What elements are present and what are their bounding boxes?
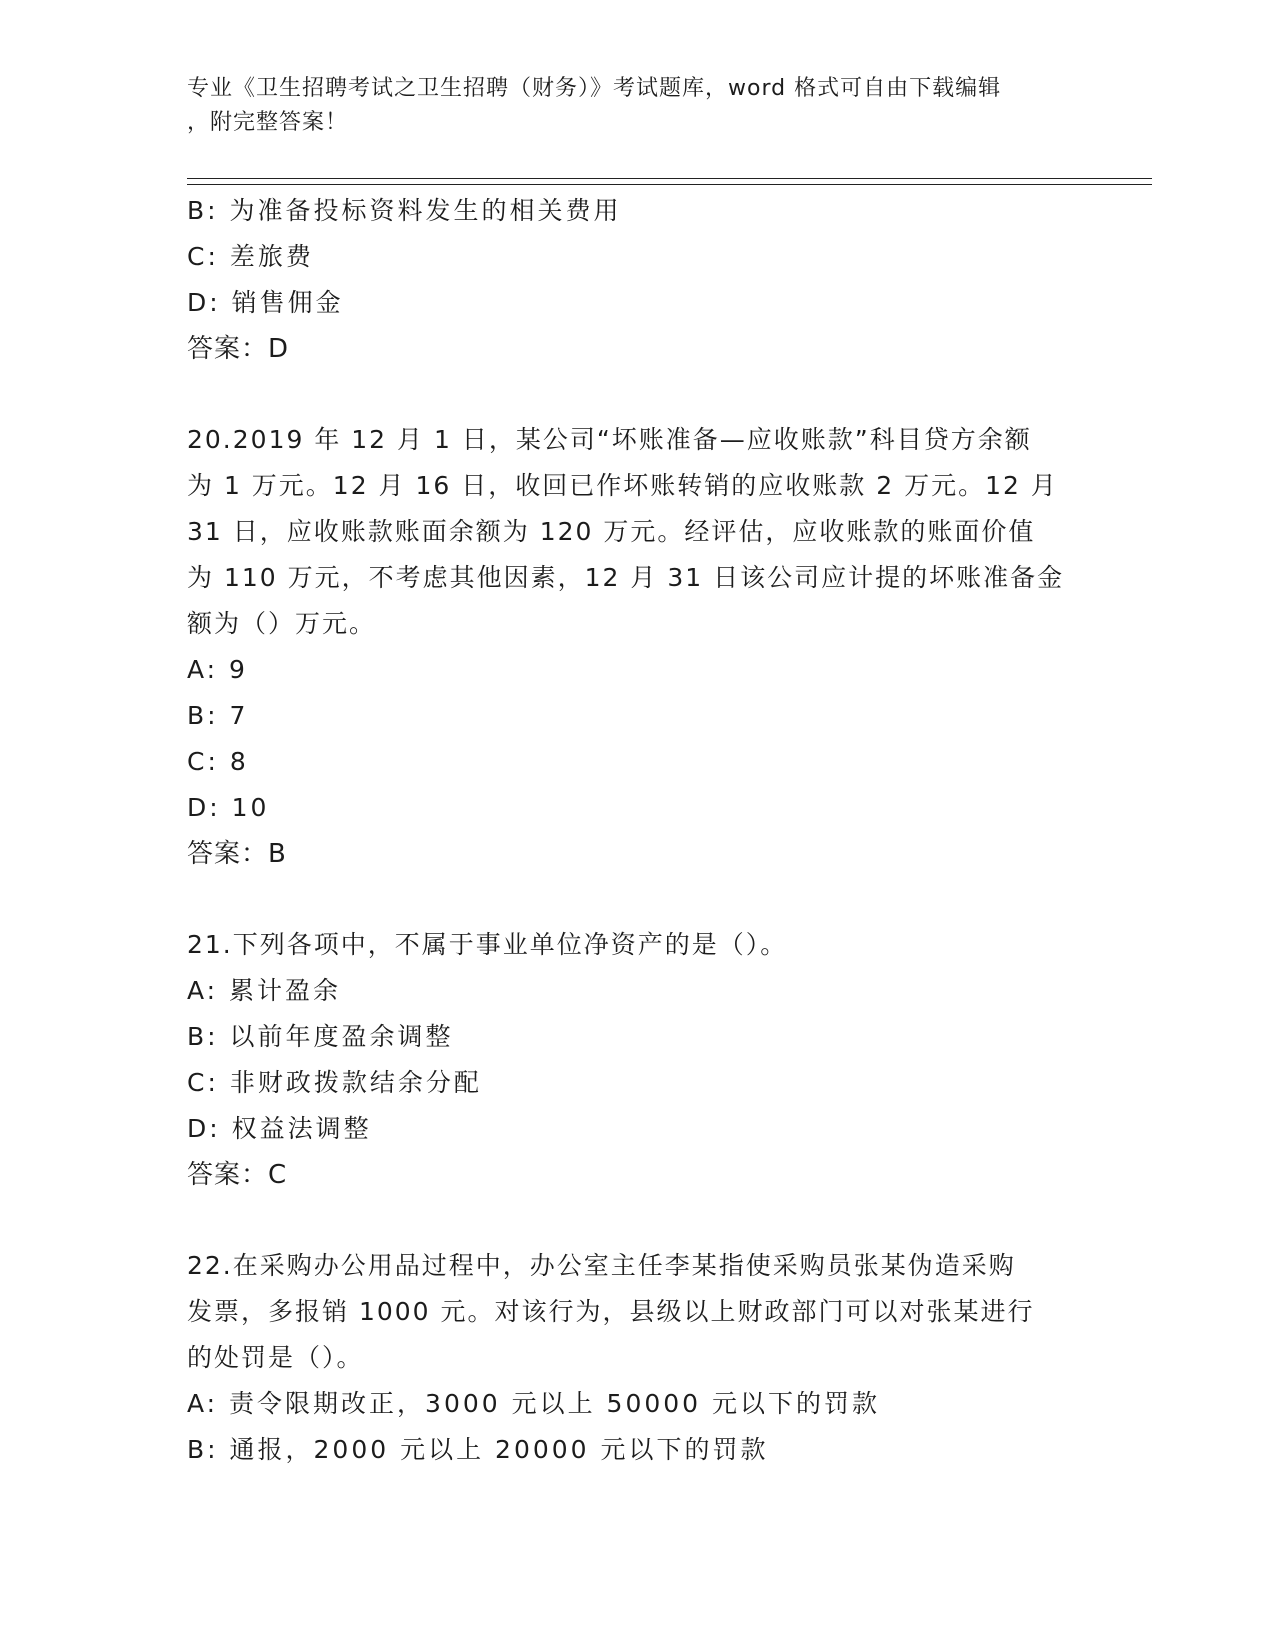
- header-line-1: 专业《卫生招聘考试之卫生招聘（财务）》考试题库，word 格式可自由下载编辑: [187, 76, 1002, 101]
- option-b: B: 7: [187, 701, 249, 730]
- document-header: [187, 72, 1087, 140]
- header-rule-top: [187, 178, 1152, 179]
- option-c: C: 非财政拨款结余分配: [187, 1068, 482, 1097]
- question-text-line: 21.下列各项中，不属于事业单位净资产的是（）。: [187, 930, 788, 959]
- question-content: [187, 188, 1087, 1473]
- option-b: B: 以前年度盈余调整: [187, 1022, 454, 1051]
- question-text-line: 31 日，应收账款账面余额为 120 万元。经评估，应收账款的账面价值: [187, 517, 1036, 546]
- option-d: D: 销售佣金: [187, 288, 344, 317]
- question-20: [187, 417, 1087, 877]
- header-rule-bottom: [187, 184, 1152, 185]
- header-line-2: ，附完整答案！: [187, 110, 349, 135]
- answer-label: 答案：C: [187, 1160, 288, 1190]
- answer-label: 答案：D: [187, 334, 290, 364]
- answer-label: 答案：B: [187, 839, 287, 869]
- question-text-line: 额为（）万元。: [187, 609, 377, 638]
- option-d: D: 10: [187, 793, 270, 822]
- question-text-line: 为 1 万元。12 月 16 日，收回已作坏账转销的应收账款 2 万元。12 月: [187, 471, 1058, 500]
- option-a: A: 9: [187, 655, 248, 684]
- option-b: B: 为准备投标资料发生的相关费用: [187, 196, 622, 225]
- question-text-line: 22.在采购办公用品过程中，办公室主任李某指使采购员张某伪造采购: [187, 1251, 1016, 1280]
- question-text-line: 的处罚是（）。: [187, 1343, 364, 1372]
- question-text-line: 为 110 万元，不考虑其他因素，12 月 31 日该公司应计提的坏账准备金: [187, 563, 1065, 592]
- option-c: C: 8: [187, 747, 249, 776]
- question-22: [187, 1243, 1087, 1473]
- question-19-continued: [187, 188, 1087, 372]
- option-c: C: 差旅费: [187, 242, 314, 271]
- option-b: B: 通报，2000 元以上 20000 元以下的罚款: [187, 1435, 769, 1464]
- question-text-line: 20.2019 年 12 月 1 日，某公司“坏账准备—应收账款”科目贷方余额: [187, 425, 1032, 454]
- option-d: D: 权益法调整: [187, 1114, 372, 1143]
- question-text-line: 发票，多报销 1000 元。对该行为，县级以上财政部门可以对张某进行: [187, 1297, 1035, 1326]
- option-a: A: 累计盈余: [187, 976, 342, 1005]
- question-21: [187, 922, 1087, 1198]
- option-a: A: 责令限期改正，3000 元以上 50000 元以下的罚款: [187, 1389, 881, 1418]
